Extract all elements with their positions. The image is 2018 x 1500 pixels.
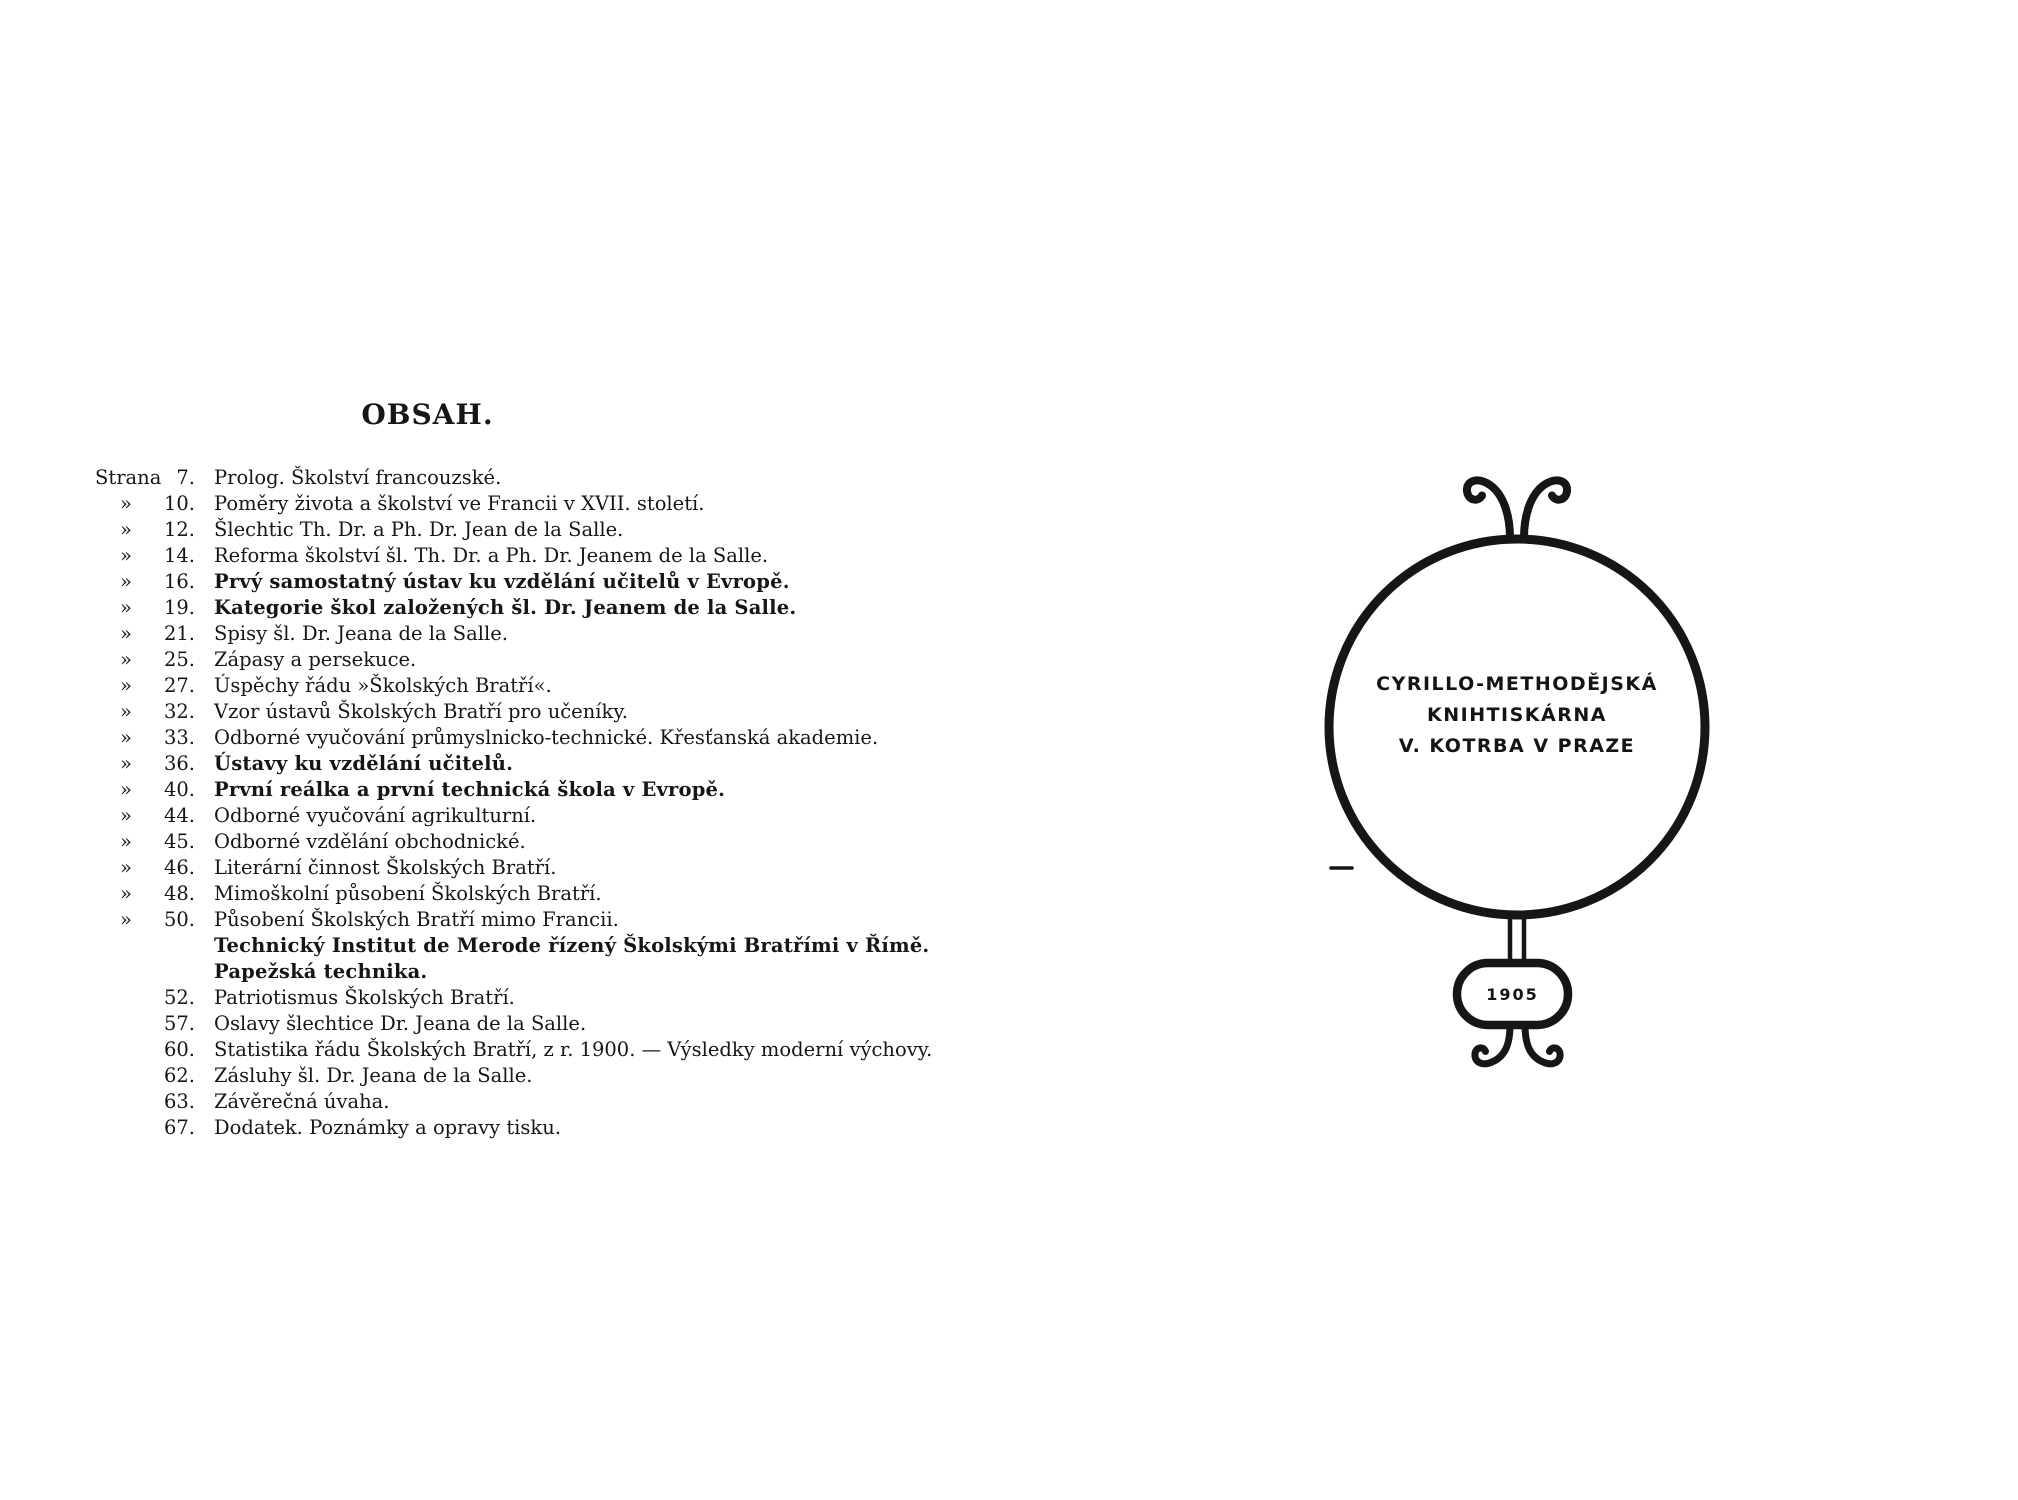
toc-row-marker: » bbox=[120, 804, 132, 827]
toc-row-page-number: 50. bbox=[163, 908, 195, 931]
printer-name-line3: V. KOTRBA V PRAZE bbox=[1398, 735, 1636, 757]
toc-row bbox=[95, 751, 995, 777]
toc-row-title: Oslavy šlechtice Dr. Jeana de la Salle. bbox=[214, 1012, 587, 1035]
toc-row-title: Zásluhy šl. Dr. Jeana de la Salle. bbox=[214, 1064, 533, 1087]
toc-row-title: Zápasy a persekuce. bbox=[214, 648, 417, 671]
toc-row-marker: » bbox=[120, 492, 132, 515]
toc-row-page-number: 36. bbox=[163, 752, 195, 775]
toc-row-marker: » bbox=[120, 726, 132, 749]
toc-row-marker: » bbox=[120, 752, 132, 775]
toc-row-title: Ústavy ku vzdělání učitelů. bbox=[214, 752, 514, 775]
toc-row-marker: » bbox=[120, 856, 132, 879]
toc-row-page-number: 44. bbox=[163, 804, 195, 827]
toc-row bbox=[95, 881, 995, 907]
toc-row-title: Dodatek. Poznámky a opravy tisku. bbox=[214, 1116, 562, 1139]
toc-row bbox=[95, 959, 995, 985]
toc-row-marker: » bbox=[120, 830, 132, 853]
toc-row-title: Patriotismus Školských Bratří. bbox=[214, 986, 515, 1009]
toc-row bbox=[95, 517, 995, 543]
toc-row-title: Spisy šl. Dr. Jeana de la Salle. bbox=[214, 622, 508, 645]
toc-row-title: První reálka a první technická škola v Evropě. bbox=[214, 778, 726, 801]
toc-row-page-number: 7. bbox=[176, 466, 195, 489]
toc-row bbox=[95, 933, 995, 959]
toc-section bbox=[95, 398, 995, 1141]
mark-feet-flourish-icon bbox=[1475, 1025, 1560, 1064]
toc-row-marker: » bbox=[120, 596, 132, 619]
toc-row bbox=[95, 647, 995, 673]
toc-row-page-number: 48. bbox=[163, 882, 195, 905]
toc-row-page-number: 14. bbox=[163, 544, 195, 567]
toc-row-marker: » bbox=[120, 570, 132, 593]
toc-row-marker: » bbox=[120, 882, 132, 905]
toc-row-title: Reforma školství šl. Th. Dr. a Ph. Dr. Jeanem de la Salle. bbox=[214, 544, 769, 567]
toc-row bbox=[95, 699, 995, 725]
mark-lower-stem bbox=[1510, 914, 1524, 964]
toc-row-marker: » bbox=[120, 544, 132, 567]
toc-row-page-number: 32. bbox=[163, 700, 195, 723]
toc-row bbox=[95, 465, 995, 491]
toc-row-title: Odborné vzdělání obchodnické. bbox=[214, 830, 526, 853]
toc-row-title: Technický Institut de Merode řízený Školskými Bratřími v Římě. bbox=[214, 934, 930, 957]
year-badge bbox=[1457, 963, 1568, 1025]
toc-row-marker: » bbox=[120, 674, 132, 697]
toc-row-title: Kategorie škol založených šl. Dr. Jeanem de la Salle. bbox=[214, 596, 797, 619]
toc-row-page-number: 62. bbox=[163, 1064, 195, 1087]
toc-row-page-number: 12. bbox=[163, 518, 195, 541]
year-text: 1905 bbox=[1486, 984, 1539, 1004]
toc-row bbox=[95, 1115, 995, 1141]
toc-row-page-number: 21. bbox=[163, 622, 195, 645]
toc-row bbox=[95, 543, 995, 569]
toc-row-page-number: 40. bbox=[163, 778, 195, 801]
toc-row-title: Úspěchy řádu »Školských Bratří«. bbox=[214, 674, 552, 697]
printer-mark bbox=[1320, 440, 1720, 1140]
toc-row-page-number: 60. bbox=[163, 1038, 195, 1061]
toc-row bbox=[95, 1063, 995, 1089]
toc-row-page-number: 16. bbox=[163, 570, 195, 593]
top-flourish-icon bbox=[1467, 480, 1567, 538]
toc-row bbox=[95, 855, 995, 881]
toc-row bbox=[95, 1037, 995, 1063]
toc-row-page-number: 10. bbox=[163, 492, 195, 515]
toc-row-marker: Strana bbox=[95, 466, 162, 489]
toc-row bbox=[95, 1011, 995, 1037]
toc-row-marker: » bbox=[120, 648, 132, 671]
toc-row bbox=[95, 985, 995, 1011]
toc-row bbox=[95, 829, 995, 855]
toc-row bbox=[95, 491, 995, 517]
toc-row-title: Odborné vyučování agrikulturní. bbox=[214, 804, 537, 827]
toc-row-title: Papežská technika. bbox=[214, 960, 428, 983]
toc-row-title: Odborné vyučování průmyslnicko-technické. Křesťanská akademie. bbox=[214, 726, 879, 749]
toc-row-page-number: 67. bbox=[163, 1116, 195, 1139]
toc-row-page-number: 45. bbox=[163, 830, 195, 853]
toc-row-title: Závěrečná úvaha. bbox=[214, 1090, 390, 1113]
toc-row-page-number: 25. bbox=[163, 648, 195, 671]
toc-row-title: Působení Školských Bratří mimo Francii. bbox=[214, 908, 619, 931]
toc-row-title: Vzor ústavů Školských Bratří pro učeníky. bbox=[214, 700, 628, 723]
toc-row-marker: » bbox=[120, 518, 132, 541]
toc-row-title: Statistika řádu Školských Bratří, z r. 1900. — Výsledky moderní výchovy. bbox=[214, 1038, 933, 1061]
toc-row-marker: » bbox=[120, 778, 132, 801]
toc-row bbox=[95, 595, 995, 621]
toc-row-page-number: 63. bbox=[163, 1090, 195, 1113]
toc-row bbox=[95, 803, 995, 829]
toc-row bbox=[95, 907, 995, 933]
toc-row bbox=[95, 673, 995, 699]
toc-row-marker: » bbox=[120, 908, 132, 931]
toc-list bbox=[95, 465, 995, 1141]
toc-row bbox=[95, 777, 995, 803]
toc-row-page-number: 27. bbox=[163, 674, 195, 697]
toc-row-title: Prvý samostatný ústav ku vzdělání učitelů v Evropě. bbox=[214, 570, 790, 593]
toc-row-page-number: 57. bbox=[163, 1012, 195, 1035]
toc-row-marker: » bbox=[120, 622, 132, 645]
toc-row-page-number: 46. bbox=[163, 856, 195, 879]
printer-mark-text bbox=[1320, 669, 1714, 762]
toc-row-title: Literární činnost Školských Bratří. bbox=[214, 856, 557, 879]
toc-row-page-number: 52. bbox=[163, 986, 195, 1009]
toc-row-title: Prolog. Školství francouzské. bbox=[214, 466, 502, 489]
toc-row-title: Šlechtic Th. Dr. a Ph. Dr. Jean de la Salle. bbox=[214, 518, 624, 541]
toc-row-marker: » bbox=[120, 700, 132, 723]
printer-mark-graphic bbox=[1320, 440, 1720, 1140]
toc-row bbox=[95, 621, 995, 647]
printer-name-line1: CYRILLO-METHODĚJSKÁ bbox=[1376, 673, 1658, 695]
toc-row-page-number: 33. bbox=[163, 726, 195, 749]
toc-row bbox=[95, 725, 995, 751]
toc-row bbox=[95, 569, 995, 595]
toc-row-title: Mimoškolní působení Školských Bratří. bbox=[214, 882, 602, 905]
toc-row-page-number: 19. bbox=[163, 596, 195, 619]
toc-row-title: Poměry života a školství ve Francii v XVII. století. bbox=[214, 492, 705, 515]
toc-title: OBSAH. bbox=[361, 398, 494, 431]
printer-name-line2: KNIHTISKÁRNA bbox=[1427, 704, 1607, 726]
toc-row bbox=[95, 1089, 995, 1115]
